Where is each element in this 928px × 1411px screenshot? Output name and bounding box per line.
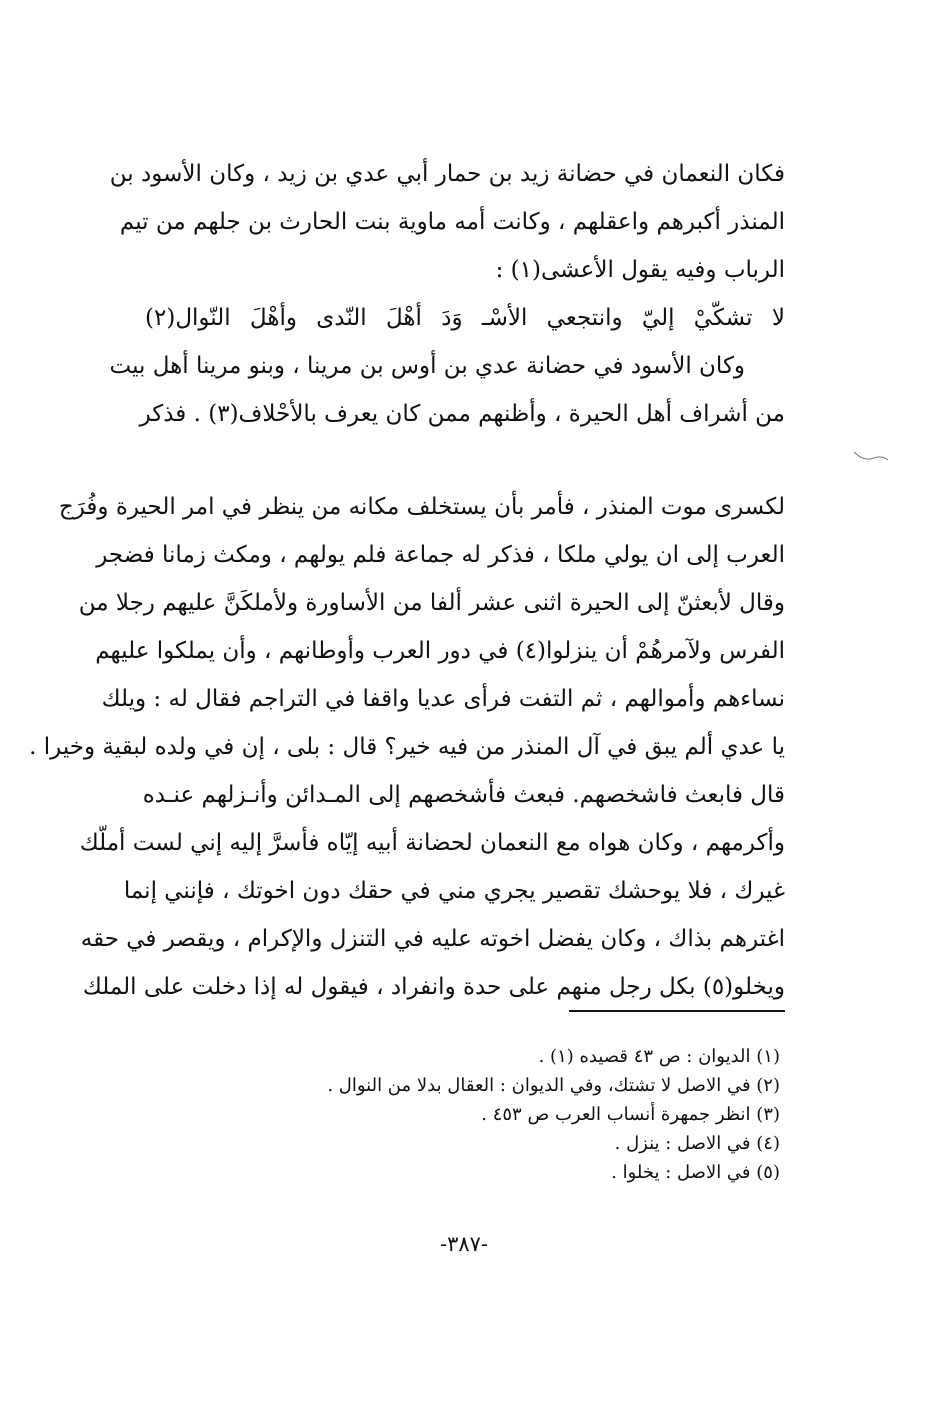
text-line: يا عدي ألم يبق في آل المنذر من فيه خير؟ قال : بلى ، إن في ولده لبقية وخيرا .	[29, 734, 785, 760]
text-line: المنذر أكبرهم واعقلهم ، وكانت أمه ماوية بنت الحارث بن جلهم من تيم	[119, 209, 785, 235]
text-line: وقال لأبعثنّ إلى الحيرة اثنى عشر ألفا من الأساورة ولأملكَنَّ عليهم رجلا من	[78, 590, 785, 616]
verse-line: لا تشكّيْ إليّ وانتجعي الأسْـ وَدَ أهْلَ النّدى وأهْلَ النّوال(٢)	[145, 305, 785, 331]
footnote-divider	[569, 1010, 785, 1012]
footnote: (١) الديوان : ص ٤٣ قصيده (١) .	[538, 1046, 780, 1067]
footnotes	[180, 1042, 780, 1187]
text-line: الفرس ولآمرهُمْ أن ينزلوا(٤) في دور العرب وأوطانهم ، وأن يملكوا عليهم	[95, 638, 785, 664]
text-line: قال فابعث فاشخصهم. فبعث فأشخصهم إلى المـدائن وأنـزلهم عنـده	[142, 782, 785, 808]
text-line: وأكرمهم ، وكان هواه مع النعمان لحضانة أبيه إيّاه فأسرَّ إليه إني لست أملّك	[79, 830, 785, 856]
footnote: (٥) في الاصل : يخلوا .	[611, 1162, 780, 1183]
text-line: فكان النعمان في حضانة زيد بن حمار أبي عدي بن زيد ، وكان الأسود بن	[109, 161, 785, 187]
text-line: نساءهم وأموالهم ، ثم التفت فرأى عديا واقفا في التراجم فقال له : ويلك	[101, 686, 785, 712]
footnote: (٣) انظر جمهرة أنساب العرب ص ٤٥٣ .	[481, 1104, 780, 1125]
text-line: من أشراف أهل الحيرة ، وأظنهم ممن كان يعرف بالأحْلاف(٣) . فذكر	[139, 401, 785, 427]
text-line: لكسرى موت المنذر ، فأمر بأن يستخلف مكانه من ينظر في امر الحيرة وفُرَج	[58, 494, 785, 520]
paragraph-top	[109, 150, 785, 438]
text-line: ويخلو(٥) بكل رجل منهم على حدة وانفراد ، فيقول له إذا دخلت على الملك	[82, 974, 785, 1000]
page-number: -٣٨٧-	[439, 1232, 489, 1256]
text-line: غيرك ، فلا يوحشك تقصير يجري مني في حقك دون اخوتك ، فإنني إنما	[123, 878, 785, 904]
text-line: العرب إلى ان يولي ملكا ، فذكر له جماعة فلم يولهم ، ومكث زمانا فضجر	[96, 542, 785, 568]
text-line: الرباب وفيه يقول الأعشى(١) :	[495, 257, 785, 283]
margin-mark-icon	[852, 448, 890, 466]
footnote: (٤) في الاصل : ينزل .	[614, 1133, 780, 1154]
footnote: (٢) في الاصل لا تشتك، وفي الديوان : العقال بدلا من النوال .	[327, 1075, 780, 1096]
paragraph-bottom	[29, 483, 785, 1011]
text-line: وكان الأسود في حضانة عدي بن أوس بن مرينا ، وبنو مرينا أهل بيت	[109, 353, 745, 379]
text-line: اغترهم بذاك ، وكان يفضل اخوته عليه في التنزل والإكرام ، ويقصر في حقه	[80, 926, 785, 952]
